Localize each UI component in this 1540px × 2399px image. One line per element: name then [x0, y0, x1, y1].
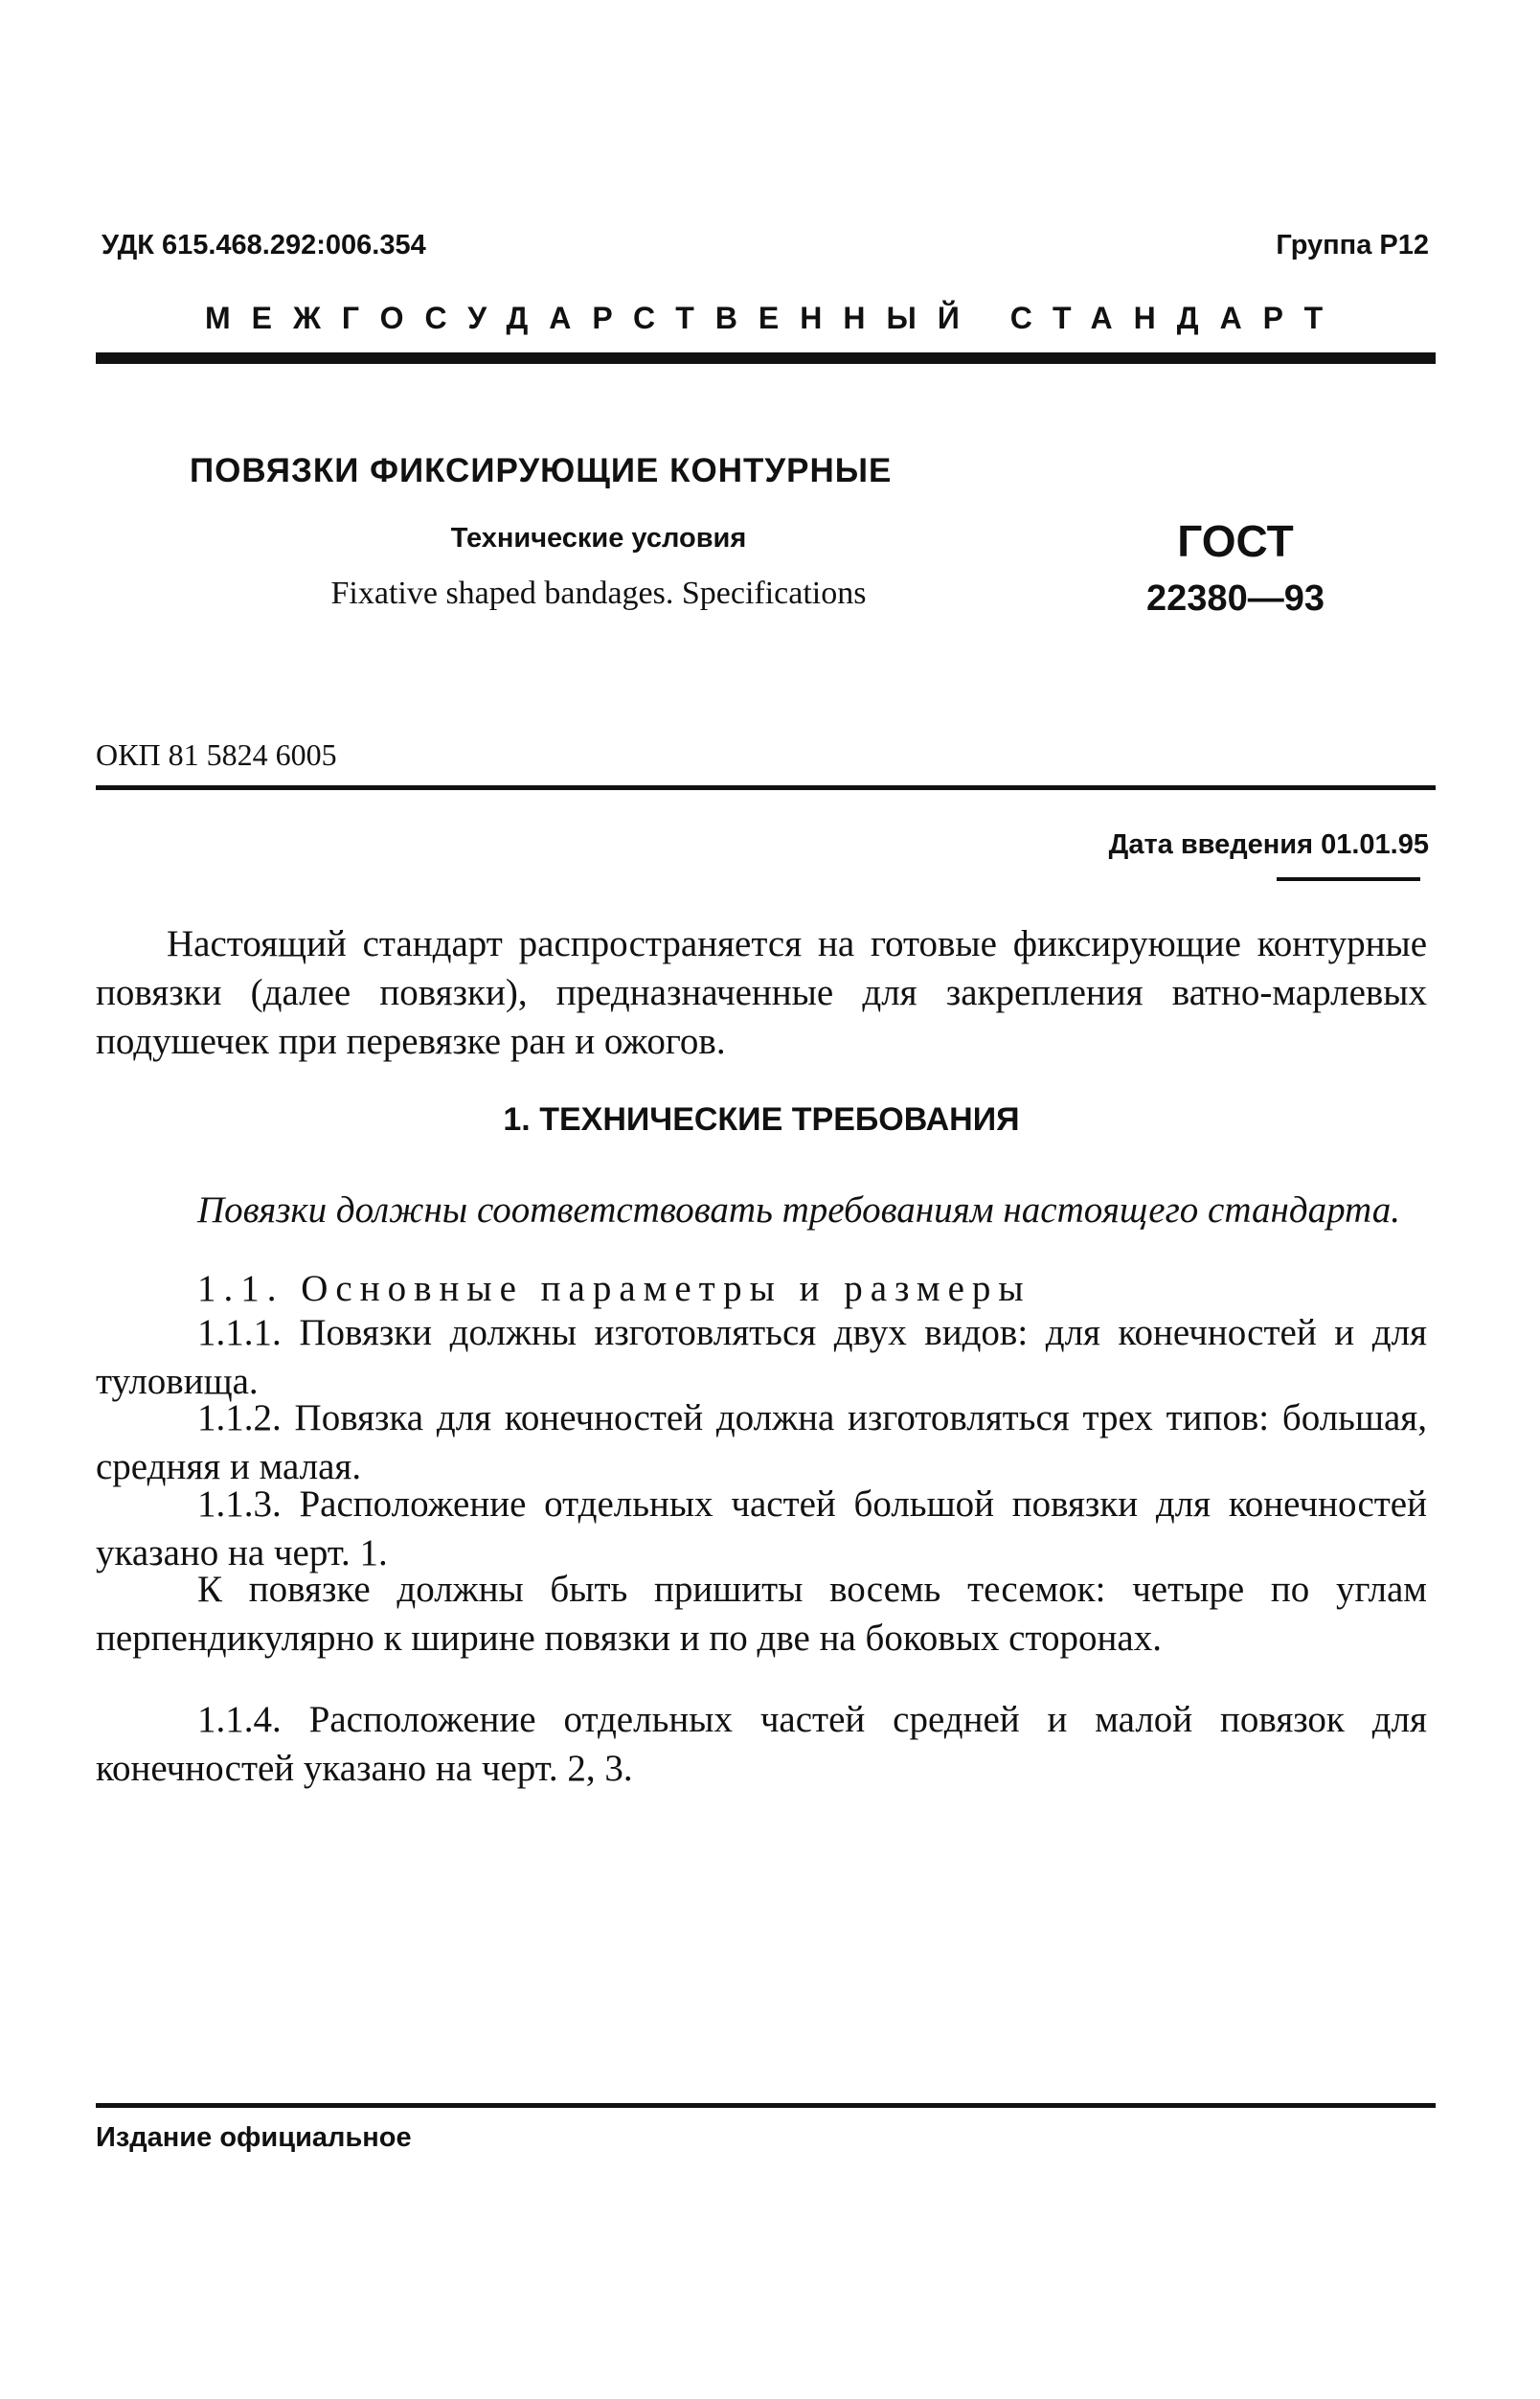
gost-number: 22380—93 — [1146, 578, 1325, 619]
document-title: ПОВЯЗКИ ФИКСИРУЮЩИЕ КОНТУРНЫЕ — [190, 452, 893, 489]
clause-1-1-3: 1.1.3. Расположение отдельных частей большой повязки для конечностей указано на черт. 1. — [96, 1483, 1427, 1573]
footer-divider — [96, 2103, 1436, 2108]
gost-label: ГОСТ — [1177, 516, 1294, 566]
interstate-standard-heading: МЕЖГОСУДАРСТВЕННЫЙ СТАНДАРТ — [205, 301, 1345, 335]
clause-1-1-4: 1.1.4. Расположение отдельных частей средней и малой повязок для конечностей указано на черт. 2, 3. — [96, 1699, 1427, 1789]
clause-1-1-2: 1.1.2. Повязка для конечностей должна изготовляться трех типов: большая, средняя и малая. — [96, 1397, 1427, 1487]
okp-divider — [96, 785, 1436, 790]
tapes-paragraph: К повязке должны быть пришиты восемь тесемок: четыре по углам перпендикулярно к ширине повязки и по две на боковых сторонах. — [96, 1569, 1427, 1659]
intro-paragraph: Настоящий стандарт распространяется на готовые фиксирующие контурные повязки (далее повязки), предназначенные для закрепления ватно-марлевых подушечек при перевязке ран и ожогов. — [96, 923, 1427, 1062]
official-edition-note: Издание официальное — [96, 2122, 412, 2153]
group-code: Группа Р12 — [1276, 230, 1429, 260]
introduction-date: Дата введения 01.01.95 — [1108, 829, 1429, 860]
date-underline — [1277, 877, 1420, 881]
document-subtitle: Технические условия — [450, 523, 747, 554]
header-divider — [96, 352, 1436, 364]
udk-code: УДК 615.468.292:006.354 — [102, 230, 426, 260]
okp-code: ОКП 81 5824 6005 — [96, 737, 337, 772]
clause-1-1-1: 1.1.1. Повязки должны изготовляться двух видов: для конечностей и для туловища. — [96, 1312, 1427, 1402]
english-title: Fixative shaped bandages. Specifications — [330, 576, 867, 611]
requirements-paragraph: Повязки должны соответствовать требованиям настоящего стандарта. — [197, 1189, 1400, 1231]
section-heading: 1. ТЕХНИЧЕСКИЕ ТРЕБОВАНИЯ — [503, 1101, 1020, 1138]
clause-1-1-heading: 1.1. Основные параметры и размеры — [197, 1268, 1031, 1309]
